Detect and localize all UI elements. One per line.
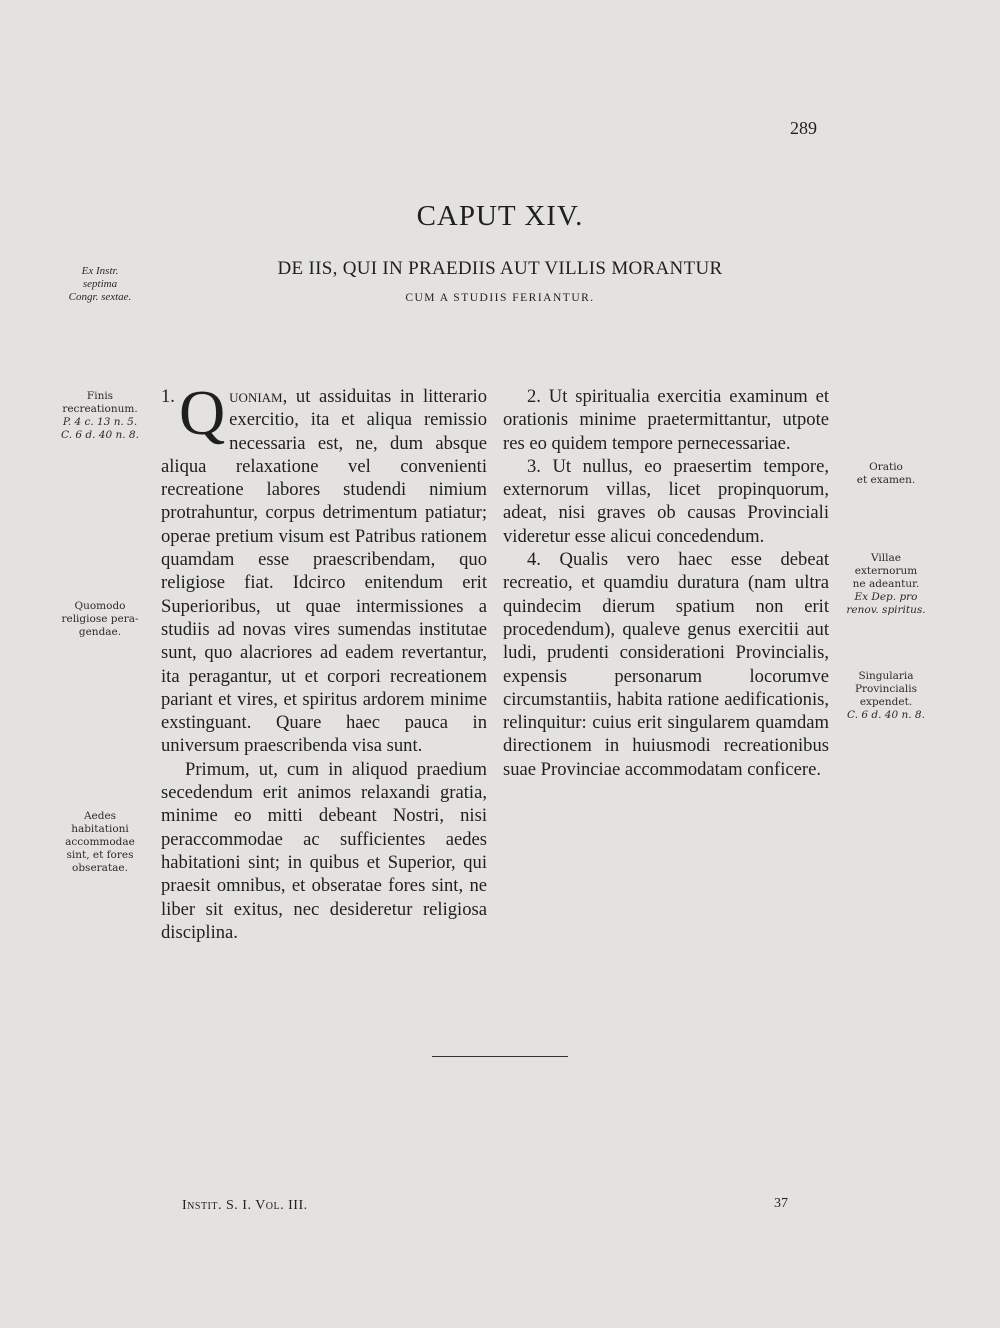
paragraph-1-text: , ut assiduitas in litterario exercitio, ita et aliqua remissio necessaria est, ne, dum absque aliqua relaxatione vel convenienti recreatione labores studendi nimium protrahuntur, corpus detrimentum patiatur; operae pretium visum est Patribus rationem quamdam esse praescribendam, quo religiose fiat. Idcirco enitendum erit Superioribus, ut quae intermissiones a studiis ad novas vires sumendas institutae sunt, quo alacriores ad eadem revertantur, ita peragantur, ut et corpori recreationem pariant et vires, et spiritus ardorem minime exstinguant. Quare haec pauca in universum praescribenda visa sunt. xyxy=(161,386,487,757)
chapter-title: CAPUT XIV. xyxy=(416,200,584,232)
margin-line: Quomodo xyxy=(74,600,126,612)
margin-line: Provincialis xyxy=(854,683,918,695)
margin-line: habitationi xyxy=(71,823,129,835)
paragraph-number: 1. xyxy=(161,386,175,407)
margin-line: gendae. xyxy=(78,626,122,638)
drop-cap: Q xyxy=(178,377,226,448)
margin-line: externorum xyxy=(854,565,918,577)
paragraph-2: 2. Ut spiritualia exercitia examinum et orationis minime praetermittantur, utpote res eo quidem tempore pernecessariae. xyxy=(503,386,829,454)
margin-line: Singularia xyxy=(858,670,914,682)
margin-note-oratio xyxy=(838,461,934,487)
small-caps-word: uoniam xyxy=(229,386,283,407)
chapter-subheading: CUM A STUDIIS FERIANTUR. xyxy=(405,292,595,304)
page-number: 289 xyxy=(790,118,817,138)
margin-line: C. 6 d. 40 n. 8. xyxy=(847,709,925,721)
margin-line: et examen. xyxy=(856,474,916,486)
margin-line: Aedes xyxy=(83,810,117,822)
margin-note-villae xyxy=(838,552,934,617)
signature-number: 37 xyxy=(774,1196,788,1211)
margin-note-quomodo xyxy=(52,600,148,639)
margin-line: renov. spiritus. xyxy=(846,604,926,616)
margin-line: recreationum. xyxy=(62,403,138,415)
printer-signature: Instit. S. I. Vol. III. xyxy=(182,1198,308,1213)
margin-note-finis xyxy=(52,390,148,442)
chapter-heading: DE IIS, QUI IN PRAEDIIS AUT VILLIS MORANTUR xyxy=(277,258,723,279)
paragraph-primum: Primum, ut, cum in aliquod praedium secedendum erit animos relaxandi gratia, minime eo mitti debeant Nostri, nisi peraccommodae ac sufficientes aedes habitationi sint; in quibus et Superior, qui praesit omnibus, et obseratae fores sint, ne liber sit exitus, nec desideretur religiosa disciplina. xyxy=(161,758,487,943)
margin-note-singularia xyxy=(838,670,934,722)
margin-line: P. 4 c. 13 n. 5. xyxy=(62,416,138,428)
margin-line: Ex Dep. pro xyxy=(854,591,918,603)
margin-line: accommodae xyxy=(65,836,135,848)
paragraph-3: 3. Ut nullus, eo praesertim tempore, externorum villas, licet propinquorum, adeat, nisi graves ob causas Provinciali videretur esse alicui concedendum. xyxy=(503,455,829,547)
margin-note-source xyxy=(52,265,148,304)
margin-line: Congr. sextae. xyxy=(68,291,132,303)
margin-line: obseratae. xyxy=(72,862,128,874)
section-rule xyxy=(432,1056,568,1057)
paragraph-1 xyxy=(161,377,487,758)
paragraph-4: 4. Qualis vero haec esse debeat recreatio, et quamdiu duratura (nam ultra quindecim dierum spatium non erit procedendum), qualeve genus exercitii aut ludi, prudenti considerationi Provincialis, expensis personarum locorumve circumstantiis, habita ratione aedificationis, relinquitur: cuius erit singularem quamdam directionem in huiusmodi recreationibus suae Provinciae accommodatam conficere. xyxy=(503,549,829,780)
margin-note-aedes xyxy=(52,810,148,875)
margin-line: Villae xyxy=(871,552,901,564)
margin-line: expendet. xyxy=(859,696,913,708)
margin-line: ne adeantur. xyxy=(852,578,920,590)
left-text-column xyxy=(161,377,487,944)
margin-line: septima xyxy=(82,278,118,290)
margin-line: Ex Instr. xyxy=(81,265,119,277)
margin-line: Finis xyxy=(86,390,114,402)
margin-line: C. 6 d. 40 n. 8. xyxy=(61,429,139,441)
margin-line: religiose pera- xyxy=(61,613,139,625)
margin-line: sint, et fores xyxy=(66,849,134,861)
margin-line: Oratio xyxy=(869,461,903,473)
right-text-column xyxy=(503,385,829,781)
